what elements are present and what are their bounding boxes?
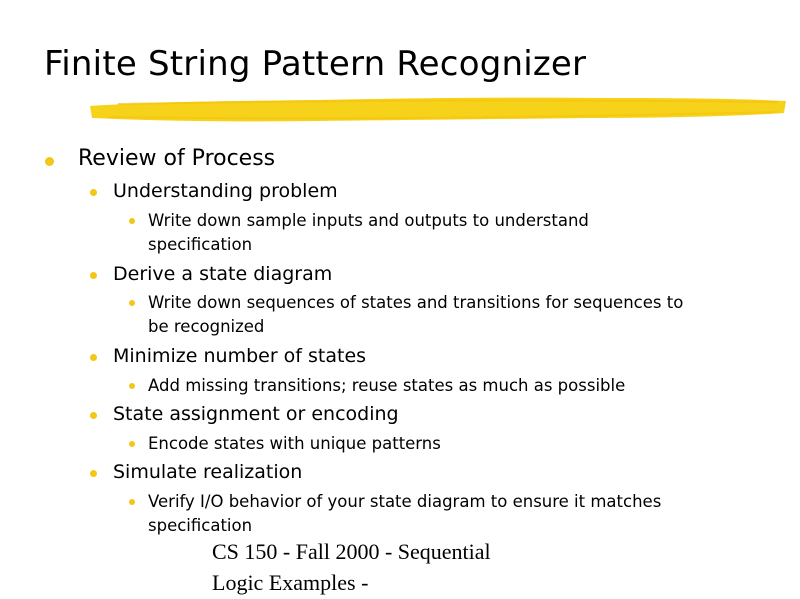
- bullet-dot: [90, 470, 97, 477]
- list-item-minimize-states: Minimize number of states: [113, 345, 367, 367]
- bullet-dot: [90, 189, 97, 196]
- bullet-dot: [90, 272, 97, 279]
- bullet-dot: [129, 383, 135, 389]
- list-item-sequences-of-states: Write down sequences of states and transitions for sequences to: [148, 293, 684, 312]
- list-item-derive-state-diagram: Derive a state diagram: [113, 263, 333, 285]
- bullet-dot: [129, 499, 135, 505]
- list-item-verify-io-cont: specification: [148, 516, 253, 535]
- list-item-simulate-realization: Simulate realization: [113, 461, 303, 483]
- bullet-dot: [129, 441, 135, 447]
- list-item-sample-inputs-cont: specification: [148, 235, 253, 254]
- footer-line-2: Logic Examples -: [212, 570, 369, 595]
- list-item-state-assignment: State assignment or encoding: [113, 403, 399, 425]
- footer-line-1: CS 150 - Fall 2000 - Sequential: [212, 539, 491, 564]
- list-item-review-of-process: Review of Process: [78, 146, 276, 171]
- list-item-verify-io: Verify I/O behavior of your state diagram to ensure it matches: [148, 492, 662, 511]
- list-item-encode-states: Encode states with unique patterns: [148, 434, 441, 453]
- slide-footer: [212, 536, 491, 598]
- bullet-dot: [129, 218, 135, 224]
- title-highlight-stroke: [88, 94, 788, 124]
- bullet-dot: [90, 412, 97, 419]
- list-item-sequences-of-states-cont: be recognized: [148, 317, 265, 336]
- slide-title: Finite String Pattern Recognizer: [44, 44, 587, 84]
- bullet-dot: [90, 354, 97, 361]
- list-item-understanding-problem: Understanding problem: [113, 180, 338, 202]
- bullet-dot: [129, 300, 135, 306]
- list-item-missing-transitions: Add missing transitions; reuse states as much as possible: [148, 376, 626, 395]
- list-item-sample-inputs: Write down sample inputs and outputs to understand: [148, 211, 589, 230]
- bullet-dot: [45, 157, 54, 166]
